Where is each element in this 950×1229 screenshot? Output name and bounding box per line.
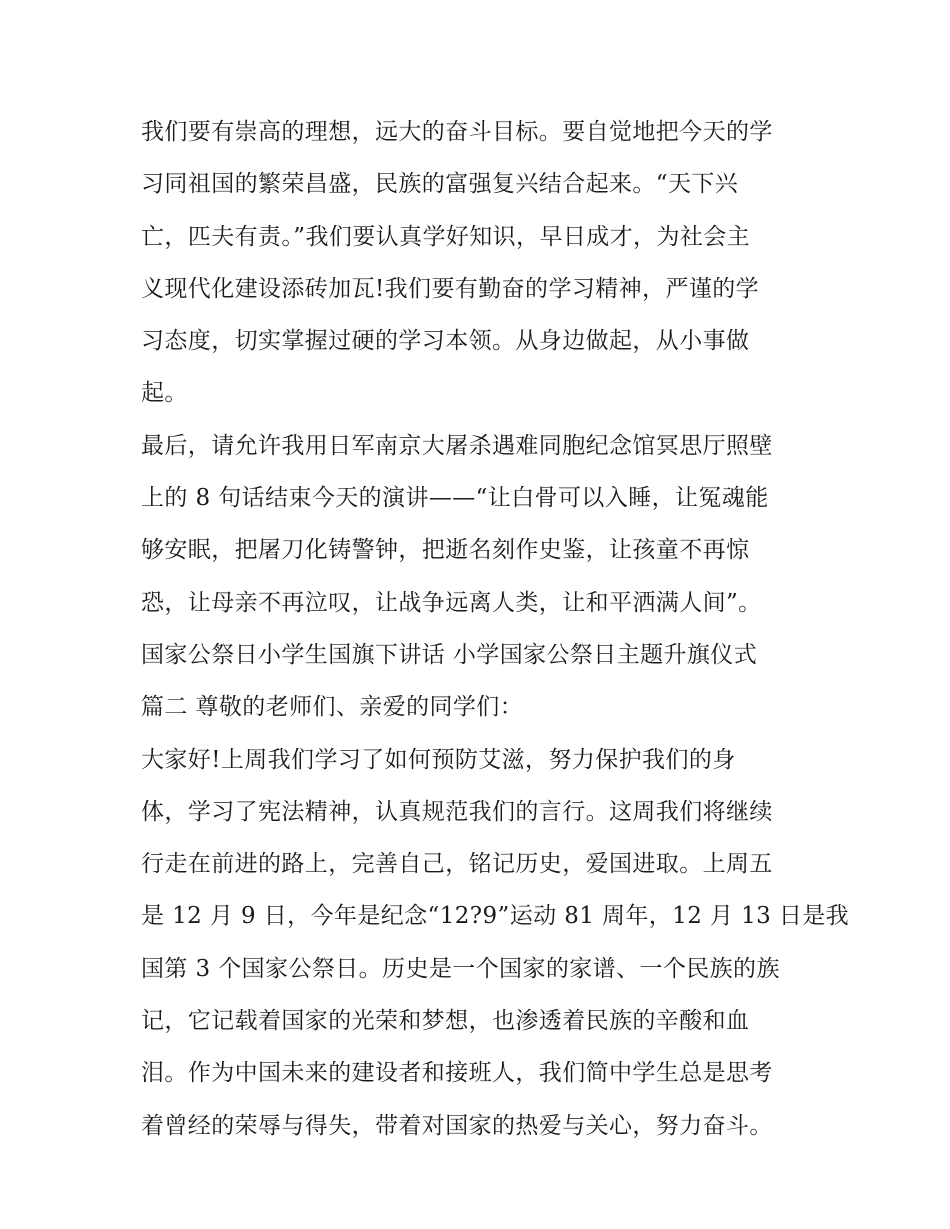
text-line: 习同祖国的繁荣昌盛，民族的富强复兴结合起来。“天下兴 [141, 171, 739, 198]
text-line: 体，学习了宪法精神，认真规范我们的言行。这周我们将继续 [141, 798, 773, 825]
text-line: 大家好!上周我们学习了如何预防艾滋，努力保护我们的身 [141, 746, 736, 773]
text-line: 起。 [141, 380, 188, 407]
text-line: 着曾经的荣辱与得失，带着对国家的热爱与关心，努力奋斗。 [141, 1112, 773, 1139]
text-line: 习态度，切实掌握过硬的学习本领。从身边做起，从小事做 [141, 328, 750, 355]
text-line: 行走在前进的路上，完善自己，铭记历史，爱国进取。上周五 [141, 851, 773, 878]
text-line: 是 12 月 9 日，今年是纪念“12?9”运动 81 周年，12 月 13 日是我 [141, 903, 850, 930]
text-line: 泪。作为中国未来的建设者和接班人，我们简中学生总是思考 [141, 1060, 773, 1087]
text-line: 够安眠，把屠刀化铸警钟，把逝名刻作史鉴，让孩童不再惊 [141, 537, 750, 564]
text-line: 我们要有崇高的理想，远大的奋斗目标。要自觉地把今天的学 [141, 119, 773, 145]
section-heading: 国家公祭日小学生国旗下讲话 小学国家公祭日主题升旗仪式 [141, 641, 758, 668]
text-line: 记，它记载着国家的光荣和梦想，也渗透着民族的辛酸和血 [141, 1008, 750, 1035]
document-body [141, 106, 850, 1152]
greeting-line: 篇二 尊敬的老师们、亲爱的同学们： [141, 694, 524, 721]
text-line: 亡，匹夫有责。”我们要认真学好知识，早日成才，为社会主 [141, 223, 751, 250]
text-line: 义现代化建设添砖加瓦!我们要有勤奋的学习精神，严谨的学 [141, 275, 760, 302]
text-line: 上的 8 句话结束今天的演讲——“让白骨可以入睡，让冤魂能 [141, 485, 769, 512]
text-line: 国第 3 个国家公祭日。历史是一个国家的家谱、一个民族的族 [141, 955, 780, 982]
text-line: 最后，请允许我用日军南京大屠杀遇难同胞纪念馆冥思厅照壁 [141, 432, 773, 459]
text-line: 恐，让母亲不再泣叹，让战争远离人类，让和平洒满人间”。 [141, 589, 762, 616]
